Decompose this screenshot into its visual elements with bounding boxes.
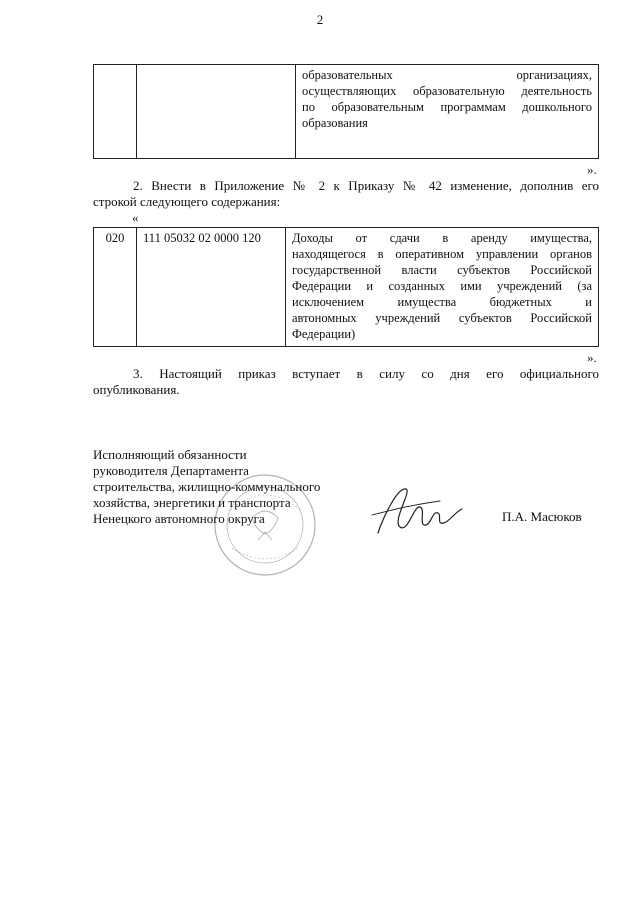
text-line: Федерации и созданных ими учреждений (за [292,279,592,293]
item-3-line-1: 3. Настоящий приказ вступает в силу со дня его официального [133,366,599,381]
table-cell-code: 020 [94,228,137,347]
text-line: образовательных организациях, [302,68,592,82]
text-line: Федерации) [292,327,356,341]
close-quote: ». [587,350,597,365]
close-quote: ». [587,162,597,177]
text-line: по образовательным программам дошкольного [302,100,592,114]
item-2-line-1: 2. Внести в Приложение № 2 к Приказу № 42 изменение, дополнив его [133,178,599,193]
text-line: находящегося в оперативном управлении органов [292,247,592,261]
signatory-title-line: Ненецкого автономного округа [93,511,265,526]
signatory-title-line: руководителя Департамента [93,463,249,478]
text-line: Доходы от сдачи в аренду имущества, [292,231,592,245]
text-line: автономных учреждений субъектов Российской [292,311,592,325]
table-cell-description [286,228,599,347]
text-line: образования [302,116,368,130]
signatory-title-line: Исполняющий обязанности [93,447,247,462]
text-line: государственной власти субъектов Российской [292,263,592,277]
table-new-row [93,227,599,347]
table-cell-code [94,65,137,159]
text-line: осуществляющих образовательную деятельность [302,84,592,98]
table-cell-kbk [137,65,296,159]
table-row [94,65,599,159]
open-quote: « [132,210,139,225]
signatory-title-line: строительства, жилищно-коммунального [93,479,321,494]
text-line: исключением имущества бюджетных и [292,295,592,309]
item-3-line-2: опубликования. [93,382,180,397]
signatory-title-line: хозяйства, энергетики и транспорта [93,495,291,510]
item-2-line-2: строкой следующего содержания: [93,194,281,209]
page-number: 2 [316,12,324,27]
signature-block [93,447,320,527]
signer-name: П.А. Масюков [502,509,582,524]
table-row [94,228,599,347]
handwritten-signature-icon [370,475,470,545]
table-cell-description [296,65,599,159]
table-continuation [93,64,599,159]
table-cell-kbk: 111 05032 02 0000 120 [137,228,286,347]
